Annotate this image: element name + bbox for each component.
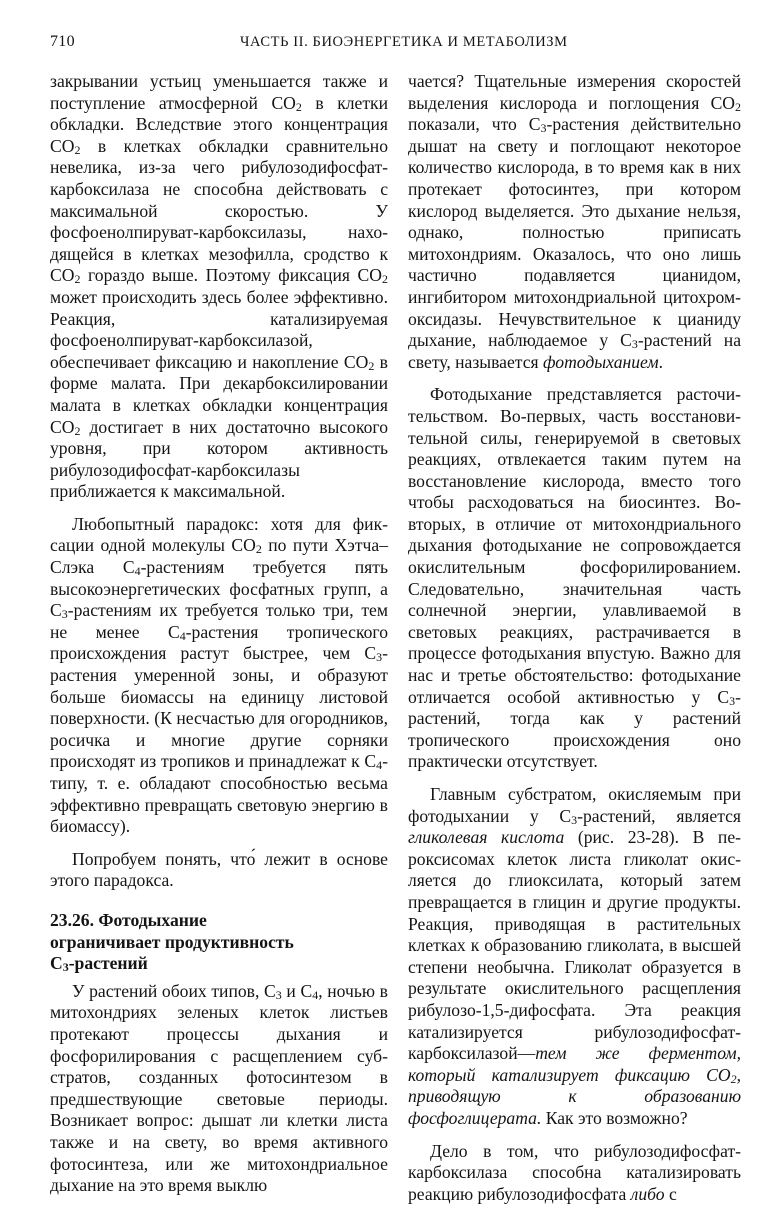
paragraph <box>50 514 388 838</box>
text-run: -растения действительно дышат на свету и поглощают некоторое количество кислорода, в то время как в них протекает фотосинтез, при котором кислород выделяется. Это дыхание нельзя, однако, полностью приписать митохондриям. Оказалось, что оно лишь частично подавляется цианидом, ингибитором митохондриальной цитохром-оксидазы. Нечувствительное к цианиду дыхание, наблюдаемое у C <box>408 114 741 351</box>
text-run: чается? Тщательные измерения скоростей выделения кислорода и поглощения CO <box>408 71 741 113</box>
text-run: гораздо выше. Поэтому фиксация CO <box>80 265 383 286</box>
text-run: в клетки обкладки. Вследствие этого концентрация CO <box>50 92 388 156</box>
subscript: 3 <box>540 121 547 136</box>
subscript: 4 <box>179 628 186 643</box>
subscript: 2 <box>74 142 81 157</box>
text-run: Попробуем понять, что́ лежит в основе этого парадокса. <box>50 848 388 891</box>
text-run: -растений, является <box>577 805 741 826</box>
paragraph <box>50 849 388 892</box>
paragraph <box>408 1141 741 1206</box>
subscript: 2 <box>735 99 741 114</box>
subscript: 3 <box>729 693 736 708</box>
subscript: 2 <box>382 272 388 287</box>
subscript: 3 <box>62 960 69 975</box>
text-run: Главным субстратом, окисляемым при фотодыхании у C <box>408 784 741 826</box>
paragraph <box>50 981 388 1197</box>
text-run: -растений <box>68 953 148 974</box>
text-run: Фотодыхание представляется расточительством. Во-первых, часть восстановительной силы, генерируемой в световых реакциях, отвлекается таким путем на восстановление кислорода, вместо того чтобы расходоваться на биосинтез. Во-вторых, в отличие от митохондриального дыхания фотодыхание не сопровождается окислительным фосфорилированием. Следовательно, значительная часть солнечной энергии, улавливаемой в световых реакциях, растрачивается в процессе фотодыхания впустую. Важно для нас и третье обстоятельство: фотодыхание отличается особой активностью у C <box>408 384 741 707</box>
text-run: в форме малата. При декарбоксилировании малата в клетках обкладки концентрация CO <box>50 351 388 437</box>
text-run: -растениям их требуется только три, тем не менее C <box>50 600 388 642</box>
text-run: может происходить здесь более эффективно. Реакция, катализируемая фосфоенолпируват-карбоксилазой, обеспечивает фиксацию и накопление CO <box>50 286 388 372</box>
text-run: с <box>664 1183 677 1204</box>
subscript: 3 <box>275 987 282 1002</box>
text-run: Дело в том, что рибулозодифосфат-карбоксилаза способна катализировать реакцию рибулозодифосфата <box>408 1140 741 1204</box>
subscript: 2 <box>255 542 262 557</box>
subscript: 2 <box>730 1071 737 1086</box>
paragraph <box>408 384 741 773</box>
subscript: 3 <box>61 607 68 622</box>
subscript: 3 <box>631 337 638 352</box>
right-column <box>408 71 741 1216</box>
subscript: 3 <box>571 812 578 827</box>
italic-text: , приводящую к образованию фосфоглицерата. <box>408 1064 741 1128</box>
subscript: 2 <box>295 99 302 114</box>
text-run: 23.26. Фотодыхание ограничивает продуктивность C <box>50 909 294 974</box>
text-run: -растениям требуется пять высокоэнергетических фосфатных групп, а C <box>50 557 388 621</box>
subscript: 3 <box>376 650 383 665</box>
subscript: 2 <box>74 423 81 438</box>
text-run: Любопытный парадокс: хотя для фиксации одной молекулы CO <box>50 513 388 556</box>
text-run: Как это возможно? <box>541 1107 688 1128</box>
text-run: , ночью в митохондриях зеленых клеток листьев протекают процессы дыхания и фосфорилирования с расщеплением субстратов, созданных фотосинтезом в предшествующие световые периоды. Возникает вопрос: дышат ли клетки листа также и на свету, во время активного фотосинтеза, или же митохондриальное дыхание на это время выклю <box>50 980 388 1196</box>
text-run: показали, что C <box>408 114 541 135</box>
section-heading <box>50 910 388 975</box>
subscript: 2 <box>74 272 81 287</box>
running-title: ЧАСТЬ II. БИОЭНЕРГЕТИКА И МЕТАБОЛИЗМ <box>240 34 568 50</box>
text-run: -растения умеренной зоны, и образуют больше биомассы на единицу листовой поверхности. (К несчастью для огородников, росичка и многие другие сорняки происходят из тропиков и принадлежат к C <box>50 643 388 772</box>
text-run: достигает в них достаточно высокого уровня, при котором активность рибулозодифосфат-карбоксилазы приближается к максимальной. <box>50 416 388 502</box>
text-run: -растений на свету, называется <box>408 330 742 372</box>
text-run: У растений обоих типов, C <box>72 980 276 1001</box>
subscript: 4 <box>312 987 319 1002</box>
text-run: -растения тропического происхождения растут быстрее, чем C <box>50 621 388 664</box>
text-run: в клетках обкладки сравнительно невелика, из-за чего рибулозодифосфат-карбоксилаза не способна действовать с максимальной скоростью. У фосфоенолпируват-карбоксилазы, находящейся в клетках мезофилла, сродство к CO <box>50 135 388 286</box>
italic-text: фотодыханием <box>543 351 659 372</box>
text-run: -растений, тогда как у растений тропического происхождения оно практически отсутствует. <box>408 686 741 772</box>
subscript: 4 <box>134 564 141 579</box>
italic-text: тем же ферментом, который катализирует фиксацию CO <box>408 1043 741 1085</box>
text-run: по пути Хэтча–Слэка C <box>50 535 388 578</box>
left-column <box>50 71 388 1208</box>
text-run: и C <box>281 980 313 1001</box>
text-run: -типу, т. е. обладают способностью весьма эффективно превращать световую энергию в биомассу). <box>50 751 388 837</box>
paragraph <box>408 71 741 373</box>
page-number: 710 <box>50 33 75 50</box>
subscript: 4 <box>376 758 383 773</box>
subscript: 2 <box>368 358 375 373</box>
italic-text: либо <box>630 1183 665 1204</box>
italic-text: гликолевая кислота <box>408 827 565 848</box>
text-run: . <box>658 351 664 372</box>
text-run: (рис. 23-28). В пероксисомах клеток листа гликолат окисляется до глиоксилата, который затем превращается в глицин и другие продукты. Реакция, приводящая в растительных клетках к образованию гликолата, в высшей степени необычна. Гликолат образуется в результате окислительного расщепления рибулозо-1,5-дифосфата. Эта реакция катализируется рибулозодифосфат-карбоксилазой— <box>408 827 741 1064</box>
paragraph <box>50 71 388 503</box>
paragraph <box>408 784 741 1130</box>
text-run: закрывании устьиц уменьшается также и поступление атмосферной CO <box>50 71 388 113</box>
